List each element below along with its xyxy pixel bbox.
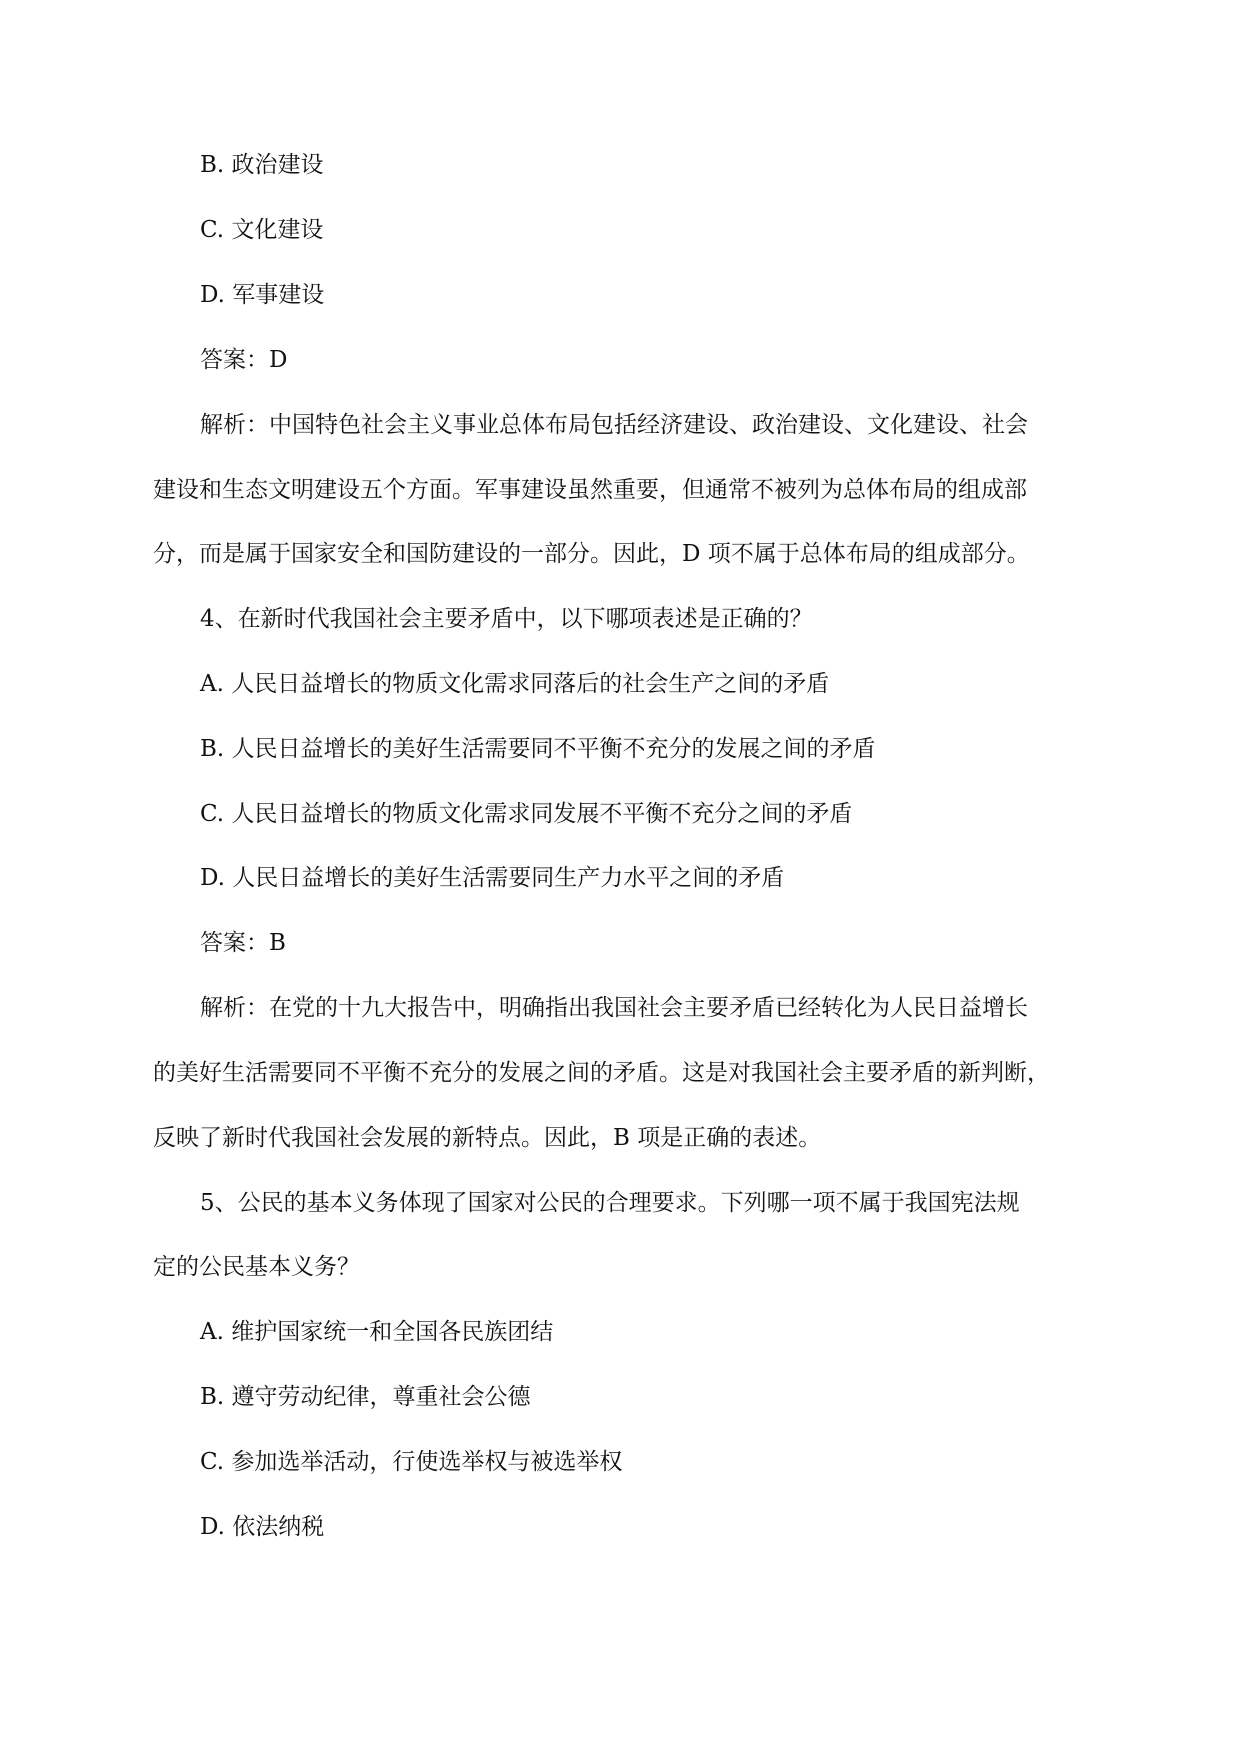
q4-option-b: B. 人民日益增长的美好生活需要同不平衡不充分的发展之间的矛盾 <box>200 736 876 762</box>
q5-option-a: A. 维护国家统一和全国各民族团结 <box>200 1319 554 1345</box>
q3-analysis-line-1: 解析：中国特色社会主义事业总体布局包括经济建设、政治建设、文化建设、社会 <box>200 412 1028 438</box>
q5-question-line-1: 5、公民的基本义务体现了国家对公民的合理要求。下列哪一项不属于我国宪法规 <box>200 1190 1020 1216</box>
q5-option-d: D. 依法纳税 <box>200 1514 325 1540</box>
q5-option-b: B. 遵守劳动纪律，尊重社会公德 <box>200 1384 531 1410</box>
q4-option-d: D. 人民日益增长的美好生活需要同生产力水平之间的矛盾 <box>200 865 785 891</box>
q3-option-b: B. 政治建设 <box>200 152 324 178</box>
q4-analysis-line-2: 的美好生活需要同不平衡不充分的发展之间的矛盾。这是对我国社会主要矛盾的新判断， <box>153 1060 1050 1086</box>
q4-option-c: C. 人民日益增长的物质文化需求同发展不平衡不充分之间的矛盾 <box>200 801 853 827</box>
q3-analysis-line-2: 建设和生态文明建设五个方面。军事建设虽然重要，但通常不被列为总体布局的组成部 <box>153 477 1027 503</box>
q4-answer: 答案：B <box>200 930 286 956</box>
q3-option-c: C. 文化建设 <box>200 217 324 243</box>
q4-option-a: A. 人民日益增长的物质文化需求同落后的社会生产之间的矛盾 <box>200 671 830 697</box>
q5-option-c: C. 参加选举活动，行使选举权与被选举权 <box>200 1449 623 1475</box>
q3-option-d: D. 军事建设 <box>200 282 325 308</box>
q5-question-line-2: 定的公民基本义务？ <box>153 1254 360 1280</box>
q4-analysis-line-3: 反映了新时代我国社会发展的新特点。因此，B 项是正确的表述。 <box>153 1125 822 1151</box>
q4-question: 4、在新时代我国社会主要矛盾中，以下哪项表述是正确的？ <box>200 606 813 632</box>
q4-analysis-line-1: 解析：在党的十九大报告中，明确指出我国社会主要矛盾已经转化为人民日益增长 <box>200 995 1028 1021</box>
q3-answer: 答案：D <box>200 347 288 373</box>
q3-analysis-line-3: 分，而是属于国家安全和国防建设的一部分。因此，D 项不属于总体布局的组成部分。 <box>153 541 1030 567</box>
